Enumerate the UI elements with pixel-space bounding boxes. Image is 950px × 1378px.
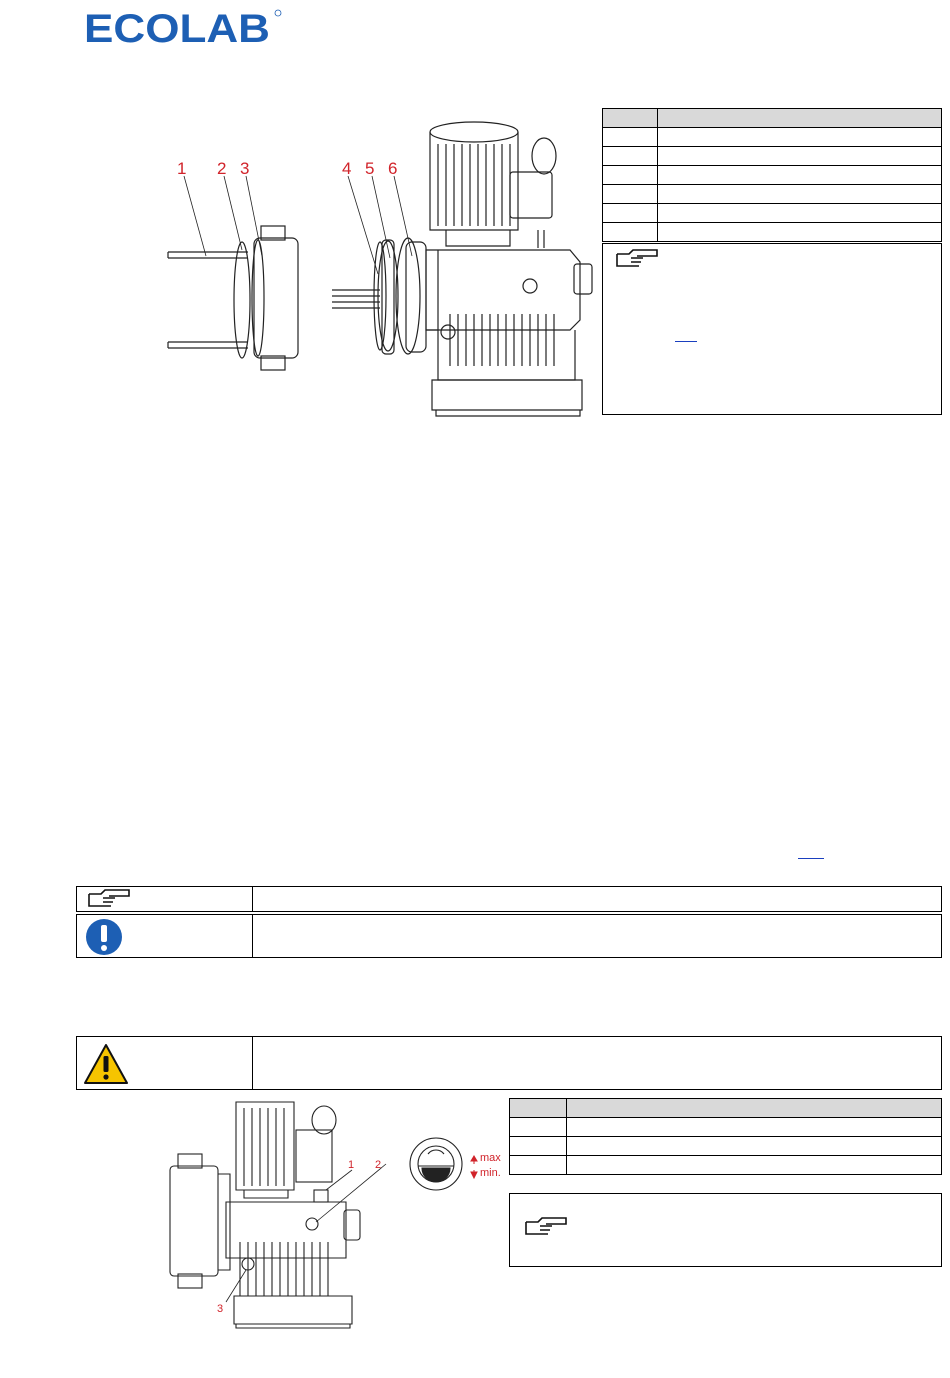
warning-triangle-icon	[83, 1043, 129, 1085]
bar-divider	[252, 1037, 253, 1089]
table-row	[603, 223, 942, 242]
pointing-hand-icon	[613, 248, 659, 272]
pump-oil-level-figure	[160, 1094, 510, 1334]
pump-exploded-figure	[150, 110, 600, 420]
svg-text:2: 2	[217, 159, 227, 178]
warning-bar	[76, 1036, 942, 1090]
exclamation-notice-icon	[85, 918, 123, 956]
svg-text:min.: min.	[480, 1167, 501, 1179]
reference-link[interactable]	[675, 341, 697, 342]
parts-table-top	[602, 108, 942, 242]
table-row	[603, 166, 942, 185]
svg-text:max: max	[480, 1152, 501, 1164]
reference-link[interactable]	[798, 858, 824, 859]
svg-text:6: 6	[388, 159, 398, 178]
parts-table-bottom	[509, 1098, 942, 1175]
svg-text:3: 3	[217, 1303, 224, 1315]
svg-text:ECOLAB: ECOLAB	[84, 7, 270, 46]
bar-divider	[252, 887, 253, 911]
table-row	[510, 1156, 942, 1175]
table-row	[603, 147, 942, 166]
ecolab-logo	[84, 6, 284, 46]
notice-bar	[76, 914, 942, 958]
table-row	[510, 1137, 942, 1156]
svg-text:1: 1	[348, 1159, 355, 1171]
svg-text:1: 1	[177, 159, 187, 178]
svg-text:4: 4	[342, 159, 352, 178]
svg-text:5: 5	[365, 159, 375, 178]
svg-text:2: 2	[375, 1159, 382, 1171]
pointing-hand-icon	[85, 888, 131, 910]
note-bar	[76, 886, 942, 912]
table-row	[603, 128, 942, 147]
pointing-hand-icon	[522, 1216, 568, 1240]
table-header-row	[603, 109, 942, 128]
bar-divider	[252, 915, 253, 957]
svg-text:3: 3	[240, 159, 250, 178]
table-row	[603, 204, 942, 223]
note-box-top	[602, 243, 942, 415]
table-header-row	[510, 1099, 942, 1118]
note-box-bottom	[509, 1193, 942, 1267]
table-row	[603, 185, 942, 204]
table-row	[510, 1118, 942, 1137]
